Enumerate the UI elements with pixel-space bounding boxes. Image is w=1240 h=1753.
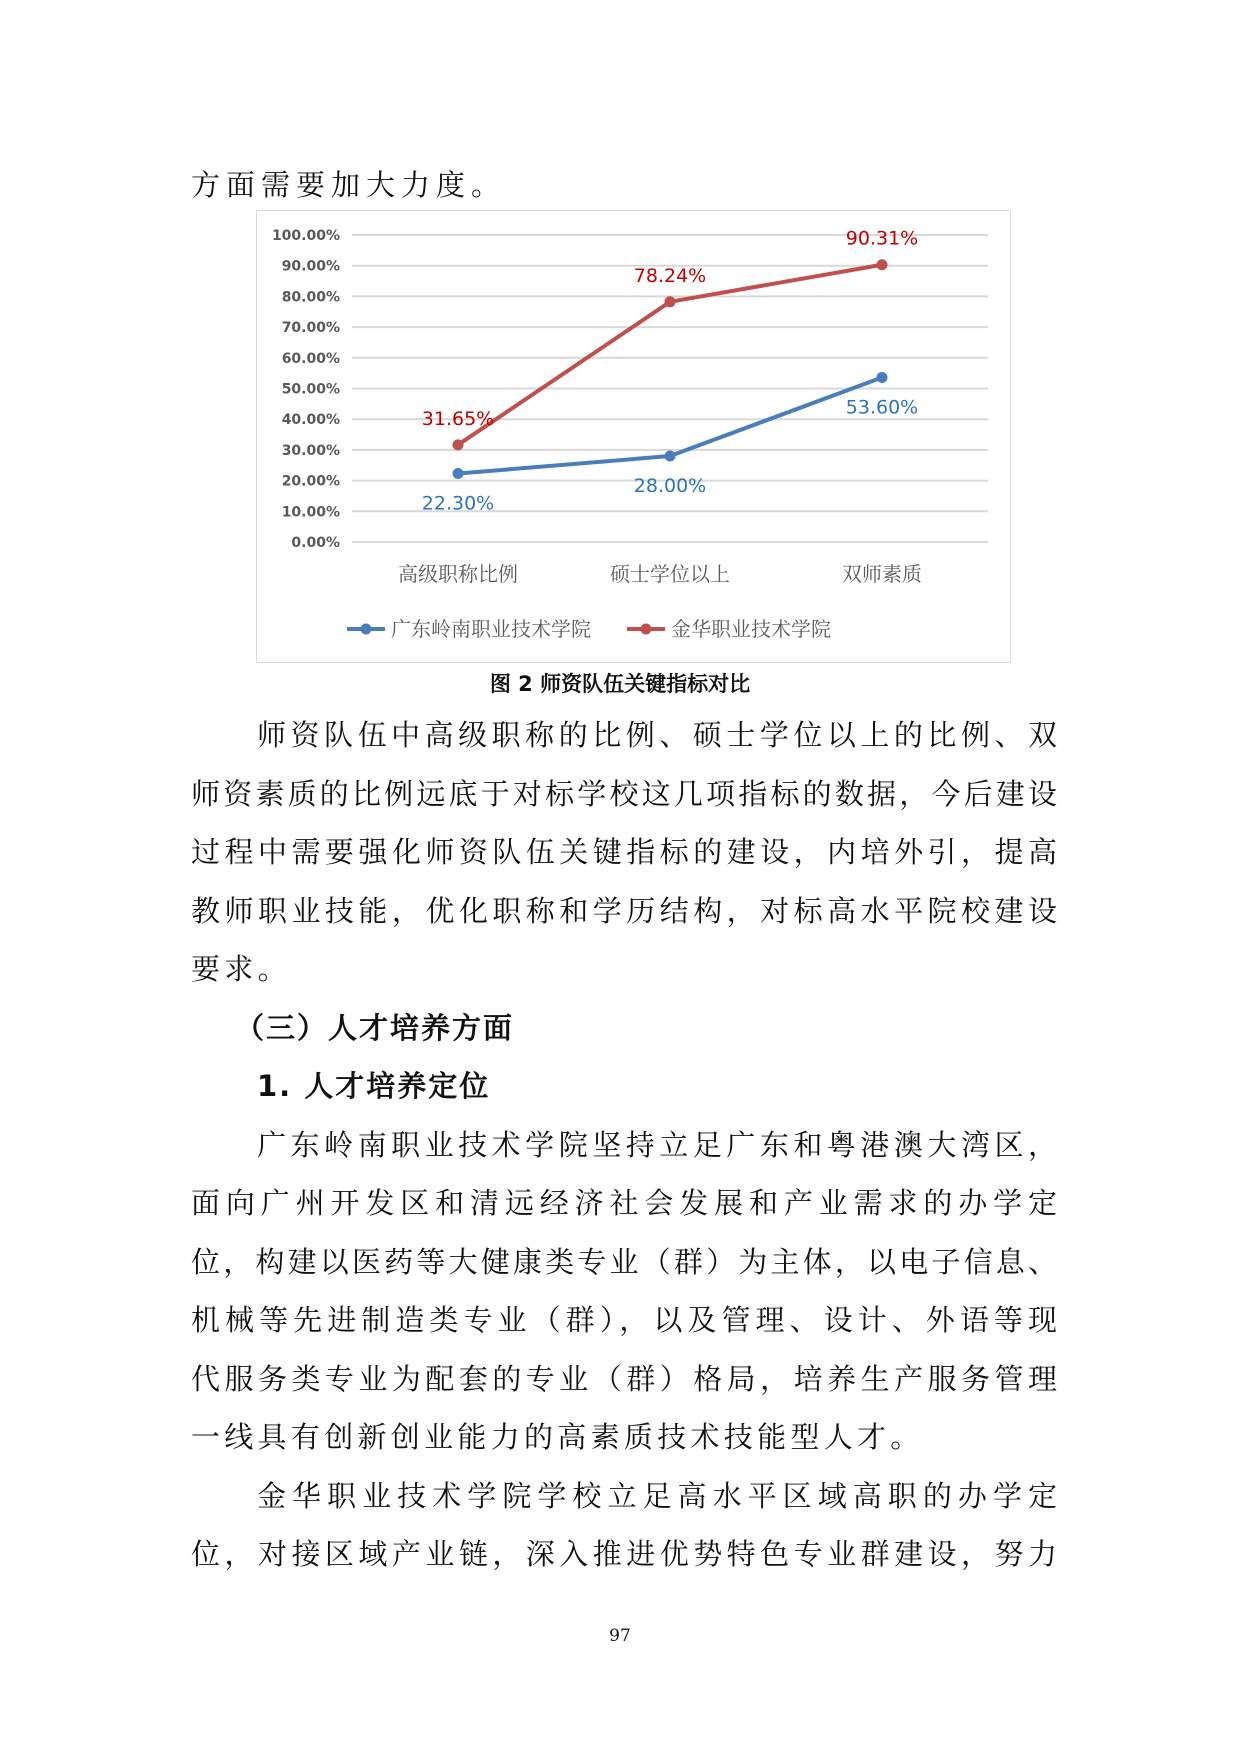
y-tick-label: 40.00% <box>281 412 340 429</box>
data-point <box>877 372 888 383</box>
figure-caption: 图 2 师资队伍关键指标对比 <box>489 672 751 696</box>
legend-marker <box>641 624 652 635</box>
x-tick-label: 硕士学位以上 <box>610 562 730 586</box>
text-line: 教师职业技能，优化职称和学历结构，对标高水平院校建设 <box>191 893 1057 928</box>
legend-label: 广东岭南职业技术学院 <box>391 617 591 641</box>
subsection-heading: 1. 人才培养定位 <box>257 1069 491 1103</box>
data-label: 28.00% <box>633 475 707 498</box>
section-heading: （三）人才培养方面 <box>235 1010 515 1045</box>
data-point <box>453 439 464 450</box>
x-tick-label: 高级职称比例 <box>398 562 518 586</box>
text-line: 位，对接区域产业链，深入推进优势特色专业群建设，努力 <box>191 1537 1057 1571</box>
y-tick-label: 10.00% <box>281 504 340 521</box>
legend-label: 金华职业技术学院 <box>671 617 831 641</box>
data-label: 78.24% <box>633 264 707 287</box>
page-number: 97 <box>609 1626 631 1646</box>
text-line: 广东岭南职业技术学院坚持立足广东和粤港澳大湾区， <box>257 1127 1057 1162</box>
text-line: 面向广州开发区和清远经济社会发展和产业需求的办学定 <box>191 1186 1057 1220</box>
data-point <box>665 451 676 462</box>
y-tick-label: 20.00% <box>281 473 340 490</box>
y-tick-label: 30.00% <box>281 442 340 459</box>
top-line: 方面需要加大力度。 <box>191 168 507 202</box>
text-line: 机械等先进制造类专业（群），以及管理、设计、外语等现 <box>191 1303 1057 1337</box>
y-tick-label: 50.00% <box>281 381 340 398</box>
data-point <box>453 468 464 479</box>
data-label: 22.30% <box>421 492 495 515</box>
y-tick-label: 100.00% <box>271 228 340 244</box>
text-line: 金华职业技术学院学校立足高水平区域高职的办学定 <box>257 1478 1057 1513</box>
data-label: 31.65% <box>421 407 495 430</box>
text-line: 要求。 <box>191 952 291 986</box>
text-line: 位，构建以医药等大健康类专业（群）为主体，以电子信息、 <box>191 1244 1057 1279</box>
line-chart <box>257 211 1009 661</box>
x-tick-label: 双师素质 <box>842 562 922 586</box>
y-tick-label: 60.00% <box>281 350 340 367</box>
text-line: 代服务类专业为配套的专业（群）格局，培养生产服务管理 <box>191 1361 1057 1396</box>
series-line-1 <box>458 265 882 445</box>
data-label: 90.31% <box>845 227 919 250</box>
data-label: 53.60% <box>845 396 919 419</box>
y-tick-label: 0.00% <box>291 535 340 551</box>
y-tick-label: 90.00% <box>281 258 340 275</box>
chart-frame <box>256 210 1011 663</box>
legend-marker <box>361 624 372 635</box>
text-line: 过程中需要强化师资队伍关键指标的建设，内培外引，提高 <box>191 835 1057 869</box>
text-line: 师资队伍中高级职称的比例、硕士学位以上的比例、双 <box>257 718 1057 752</box>
y-tick-label: 80.00% <box>281 289 340 306</box>
data-point <box>877 259 888 270</box>
text-line: 师资素质的比例远底于对标学校这几项指标的数据，今后建设 <box>191 776 1057 811</box>
data-point <box>665 296 676 307</box>
text-line: 一线具有创新创业能力的高素质技术技能型人才。 <box>191 1420 924 1454</box>
y-tick-label: 70.00% <box>281 320 340 337</box>
